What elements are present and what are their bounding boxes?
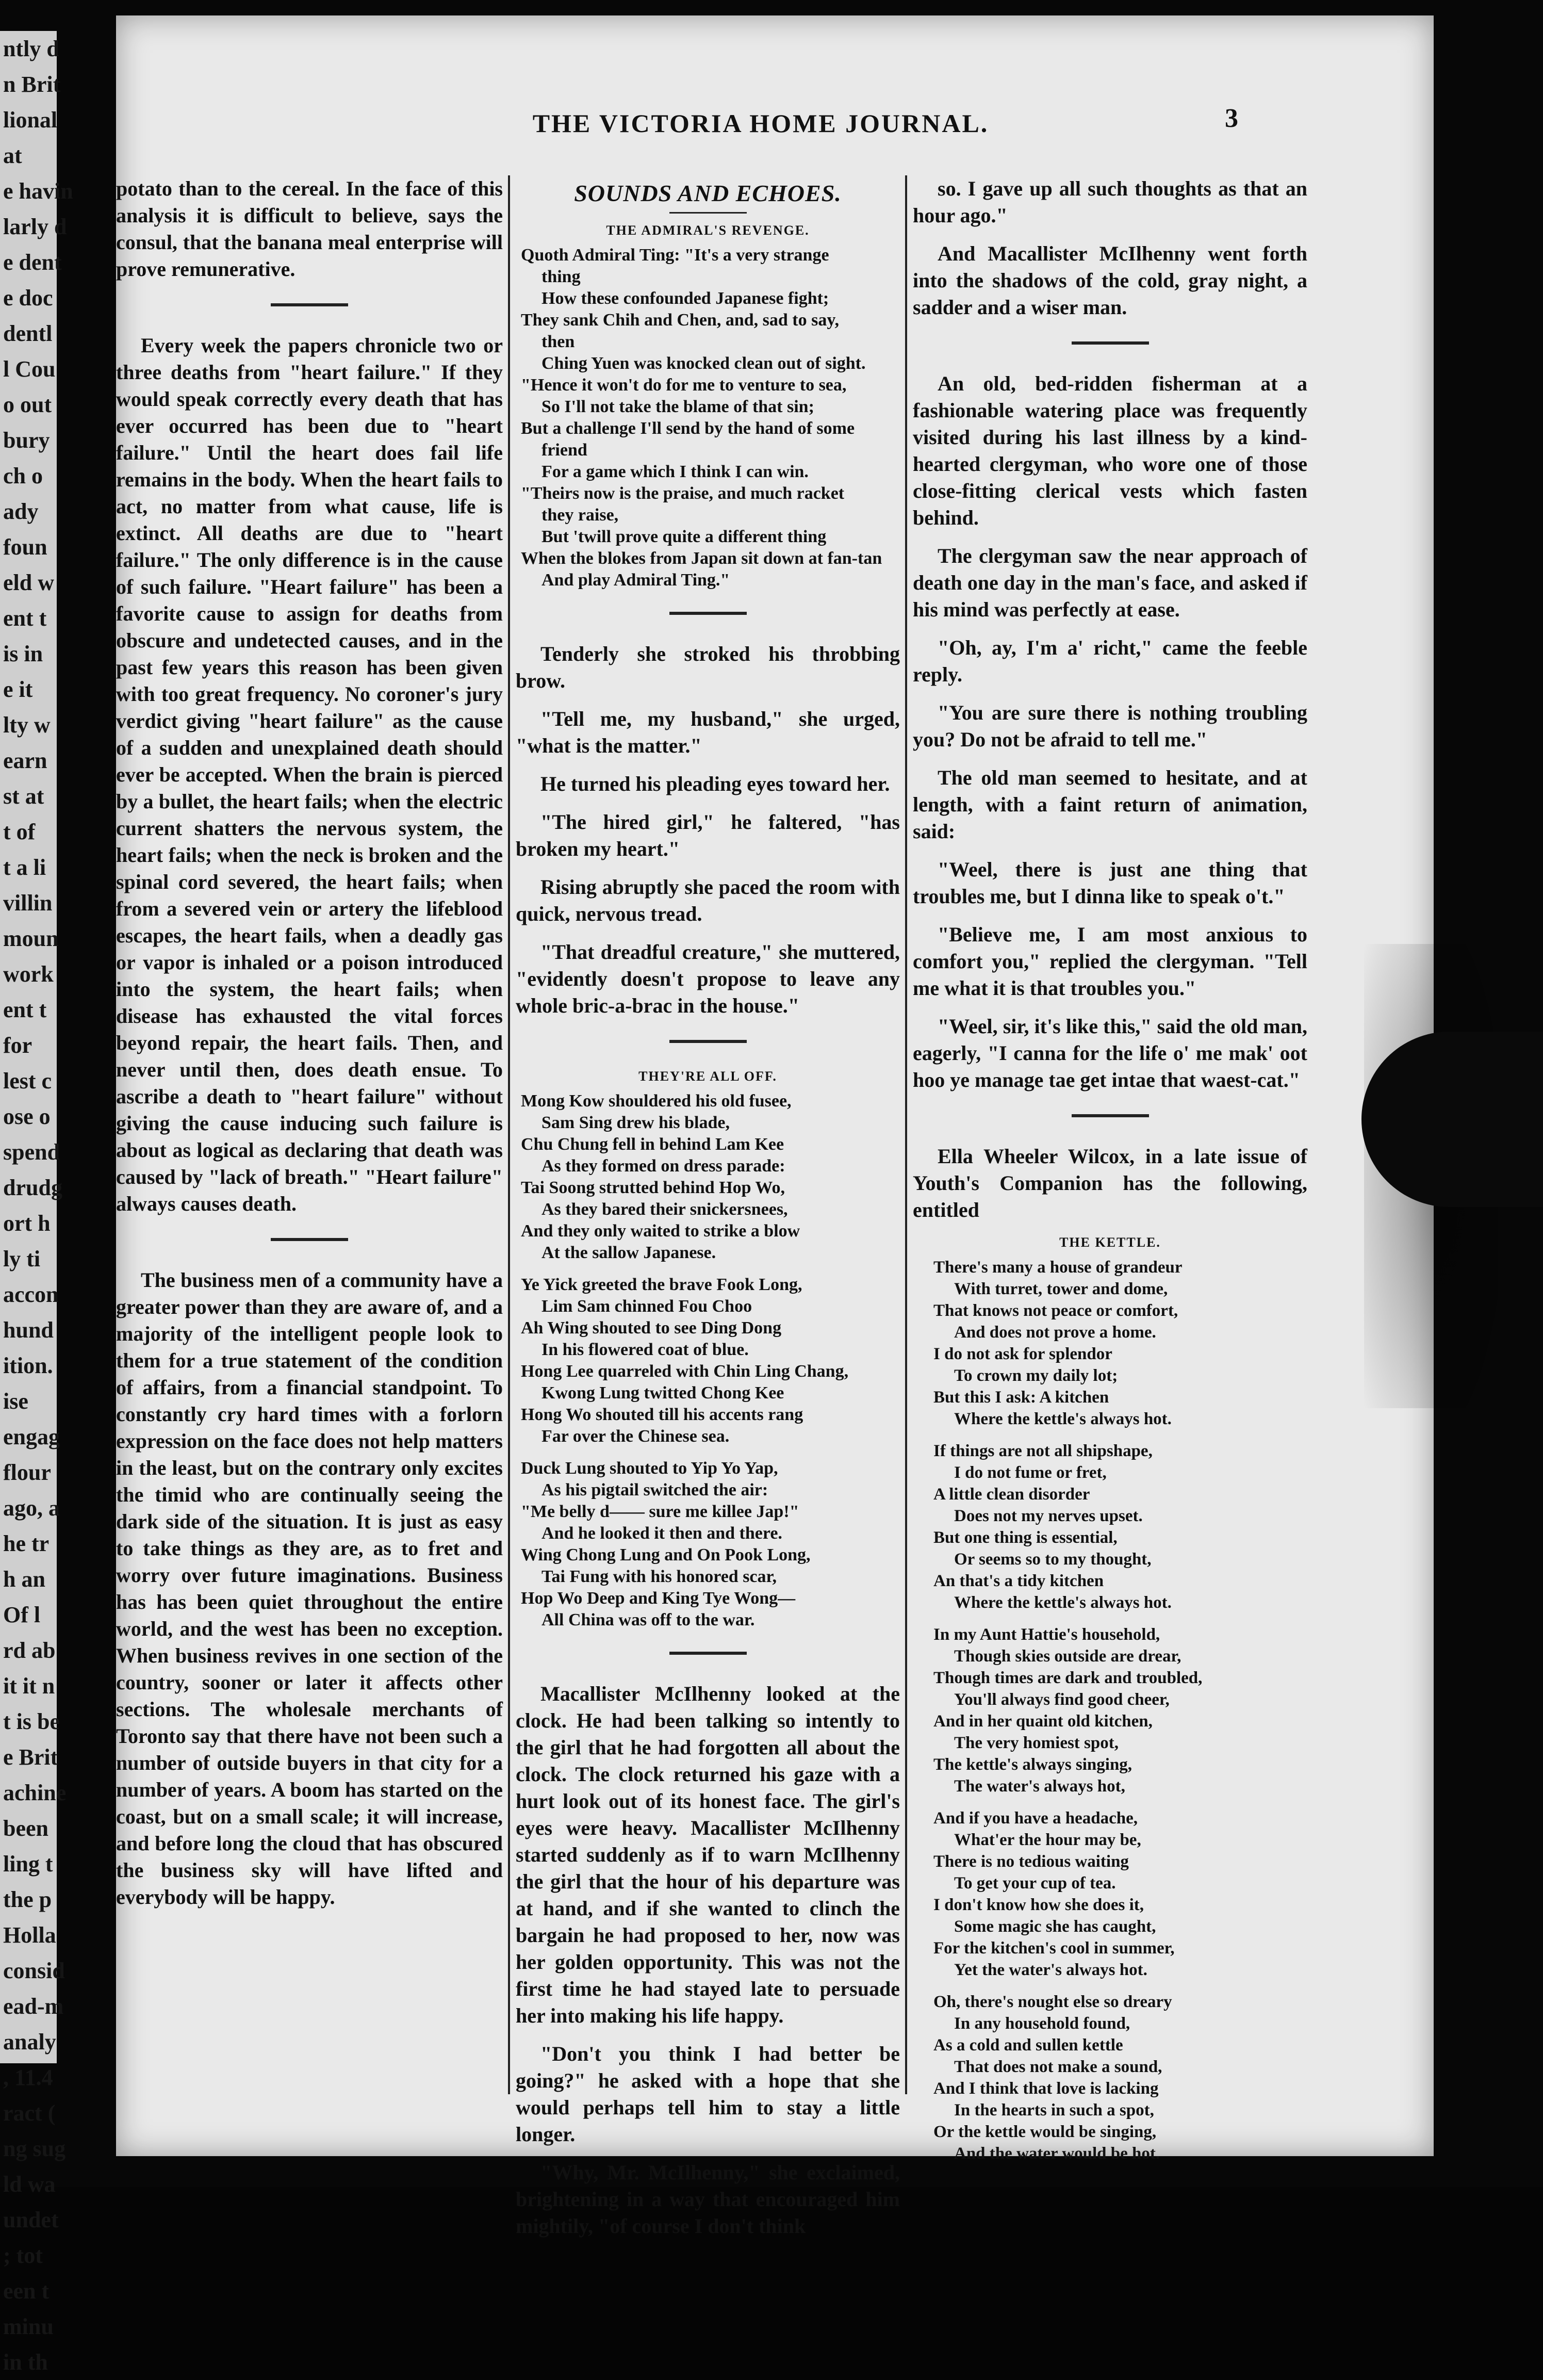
adjacent-page-fragment: rd ab — [3, 1638, 56, 1663]
paragraph: Tenderly she stroked his throbbing brow. — [516, 642, 900, 692]
poem-stanza — [913, 1440, 1307, 1613]
poem-line: And they only waited to strike a blow — [521, 1221, 800, 1241]
poem-line: Some magic she has caught, — [954, 1917, 1156, 1936]
column-rule-2 — [905, 175, 907, 2094]
paragraph: Macallister McIlhenny looked at the clock. He had been talking so intently to the girl that he had forgotten all about the clock. The clock returned his gaze with a hurt look out of its honest face. The girl's eyes were heavy. Macallister McIlhenny started suddenly as if to warn McIlhenny the girl that the hour of his departure was at hand, and if she wanted to clinch the bargain he had proposed to her, now was her golden opportunity. This was not the first time he had stayed late to persuade her into making his life happy. — [516, 1682, 900, 2027]
paragraph: And Macallister McIlhenny went forth into the shadows of the cold, gray night, a sadder and a wiser man. — [913, 242, 1307, 319]
poem-line: But this I ask: A kitchen — [933, 1388, 1109, 1407]
article-divider — [1072, 1114, 1149, 1117]
paragraph: "The hired girl," he faltered, "has broken my heart." — [516, 810, 900, 860]
poem-line: I do not fume or fret, — [954, 1463, 1107, 1482]
adjacent-page-fragment: ract ( — [3, 2100, 56, 2126]
poem-line: Hong Wo shouted till his accents rang — [521, 1405, 803, 1424]
poem-line: But one thing is essential, — [933, 1528, 1118, 1547]
poem-stanza — [913, 1807, 1307, 1981]
adjacent-page-fragment: undet — [3, 2207, 59, 2232]
poem-line: For a game which I think I can win. — [541, 462, 809, 481]
poem-line: So I'll not take the blame of that sin; — [541, 397, 814, 416]
poem-theyre-all-off — [516, 1090, 900, 1631]
paragraph: "Weel, sir, it's like this," said the old man, eagerly, "I canna for the life o' me mak' oot hoo ye manage tae get intae that waest-cat." — [913, 1015, 1307, 1091]
adjacent-page-fragment: drudg — [3, 1175, 62, 1200]
column-1 — [116, 175, 503, 2094]
article-fisherman — [913, 370, 1307, 1094]
paragraph: Rising abruptly she paced the room with quick, nervous tread. — [516, 875, 900, 925]
poem-line: "Hence it won't do for me to venture to sea, — [521, 376, 847, 395]
poem-line: Tai Soong strutted behind Hop Wo, — [521, 1178, 785, 1197]
section-title: SOUNDS AND ECHOES. — [516, 180, 900, 214]
adjacent-page-fragment: for — [3, 1033, 32, 1058]
poem-line: Where the kettle's always hot. — [954, 1410, 1172, 1428]
poem-line: I don't know how she does it, — [933, 1896, 1144, 1914]
poem-stanza — [516, 1274, 900, 1447]
adjacent-page-fragment: ise — [3, 1389, 28, 1414]
poem-stanza — [913, 1991, 1307, 2164]
adjacent-page-fragment: engag — [3, 1424, 60, 1449]
poem-line: But a challenge I'll send by the hand of some — [521, 419, 855, 438]
adjacent-page-fragment: Holla — [3, 1922, 56, 1948]
poem-line: Hong Lee quarreled with Chin Ling Chang, — [521, 1362, 849, 1381]
adjacent-page-fragment: hund — [3, 1317, 54, 1343]
poem-line: As his pigtail switched the air: — [541, 1480, 768, 1499]
paragraph: "Believe me, I am most anxious to comfort you," replied the clergyman. "Tell me what it is that troubles you." — [913, 923, 1307, 1000]
adjacent-page-fragment: Of l — [3, 1602, 41, 1627]
poem-line: "Me belly d—— sure me killee Jap!" — [521, 1502, 799, 1521]
adjacent-page-fragment: ent t — [3, 606, 47, 631]
adjacent-page-fragment: ling t — [3, 1851, 53, 1877]
poem-line: And in her quaint old kitchen, — [933, 1712, 1153, 1731]
adjacent-page-fragment: is in — [3, 641, 43, 666]
adjacent-page-fragment: ; tot — [3, 2243, 43, 2268]
poem-line: The water's always hot, — [954, 1777, 1125, 1796]
adjacent-page-fragment: o out — [3, 392, 52, 417]
paragraph: "Don't you think I had better be going?" he asked with a hope that she would perhaps tell him to stay a little longer. — [516, 2042, 900, 2146]
article-divider — [271, 1238, 348, 1241]
adjacent-page-fragment: n Brit — [3, 72, 61, 97]
adjacent-page-fragment: earn — [3, 748, 47, 773]
article-divider — [1072, 341, 1149, 345]
paragraph: "You are sure there is nothing troubling you? Do not be afraid to tell me." — [913, 701, 1307, 751]
paragraph: "Weel, there is just ane thing that troubles me, but I dinna like to speak o't." — [913, 858, 1307, 908]
poem-title: THEY'RE ALL OFF. — [638, 1069, 777, 1084]
adjacent-page-fragment: l Cou — [3, 356, 56, 382]
poem-line: To get your cup of tea. — [954, 1874, 1116, 1893]
paragraph: An old, bed-ridden fisherman at a fashionable watering place was frequently visited during his last illness by a kind-hearted clergyman, who wore one of those close-fitting clerical vests which fasten behind. — [913, 372, 1307, 529]
poem-line: Or the kettle would be singing, — [933, 2123, 1157, 2141]
article-divider — [669, 612, 747, 615]
adjacent-page-fragment: accon — [3, 1282, 59, 1307]
adjacent-page-fragment: e dent — [3, 250, 62, 275]
poem-line: And I think that love is lacking — [933, 2079, 1159, 2098]
poem-line: then — [541, 332, 575, 351]
adjacent-page-fragment: t is be — [3, 1709, 60, 1734]
poem-line: As a cold and sullen kettle — [933, 2036, 1123, 2055]
poem-line: Ching Yuen was knocked clean out of sight. — [541, 354, 866, 373]
poem-line: There's many a house of grandeur — [933, 1258, 1183, 1277]
poem-line: In any household found, — [954, 2014, 1130, 2033]
article-hired-girl — [516, 641, 900, 1019]
adjacent-page-fragment: dentl — [3, 321, 53, 346]
poem-line: How these confounded Japanese fight; — [541, 289, 829, 308]
adjacent-page-fragment: the p — [3, 1887, 52, 1912]
poem-line: Mong Kow shouldered his old fusee, — [521, 1091, 792, 1111]
page-number: 3 — [1225, 104, 1238, 133]
adjacent-page-fragment: achine — [3, 1780, 67, 1805]
adjacent-page-strip — [0, 31, 73, 2375]
poem-line: But 'twill prove quite a different thing — [541, 527, 827, 546]
paragraph: "Oh, ay, I'm a' richt," came the feeble reply. — [913, 636, 1307, 686]
adjacent-page-fragment: consid — [3, 1958, 65, 1983]
adjacent-page-fragment: foun — [3, 534, 47, 560]
poem-line: friend — [541, 441, 587, 460]
poem-line: When the blokes from Japan sit down at fan-tan — [521, 549, 882, 568]
poem-line: Chu Chung fell in behind Lam Kee — [521, 1135, 784, 1154]
poem-line: Wing Chong Lung and On Pook Long, — [521, 1545, 811, 1564]
adjacent-page-fragment: ng sug — [3, 2136, 66, 2161]
adjacent-page-fragment: ady — [3, 499, 39, 524]
poem-line: In his flowered coat of blue. — [541, 1340, 749, 1359]
poem-line: Lim Sam chinned Fou Choo — [541, 1297, 752, 1316]
article-heart-failure: Every week the papers chronicle two or three deaths from "heart failure." If they would speak correctly every death that has ever occurred has been due to "heart failure." Until the heart does fail life remains in the body. When the heart fails to act, no matter from what cause, life is extinct. All deaths are due to "heart failure." The only difference is in the cause of such failure. "Heart failure" has been a favorite cause to assign for deaths from obscure and undetected causes, and in the past few years this reason has been given with too great frequency. No coroner's jury verdict giving "heart failure" as the cause of a sudden and unexplained death should ever be accepted. When the brain is pierced by a bullet, the heart fails; when the electric current shatters the nervous system, the heart fails; when the neck is broken and the spinal cord severed, the heart fails; when from a severed vein or artery the lifeblood escapes, the heart fails, when a deadly gas or vapor is inhaled or a poison introduced into the system, the heart fails; when disease has exhausted the vital forces beyond repair, the heart fails. Then, and never until then, does death ensue. To ascribe a death to "heart failure" without giving the cause inducing such failure is about as logical as declaring that death was caused by "lack of breath." "Heart failure" always causes death. — [116, 334, 503, 1215]
poem-line: And does not prove a home. — [954, 1323, 1156, 1342]
poem-line: Tai Fung with his honored scar, — [541, 1567, 777, 1586]
adjacent-page-fragment: flour — [3, 1460, 51, 1485]
poem-line: Though skies outside are drear, — [954, 1647, 1181, 1666]
poem-line: "Theirs now is the praise, and much racket — [521, 484, 845, 503]
adjacent-page-fragment: lty w — [3, 712, 51, 738]
poem-stanza — [913, 1257, 1307, 1430]
adjacent-page-fragment: e it — [3, 677, 33, 702]
poem-line: Quoth Admiral Ting: "It's a very strange — [521, 246, 829, 265]
adjacent-page-fragment: st at — [3, 784, 44, 809]
poem-line: Yet the water's always hot. — [954, 1961, 1147, 1979]
adjacent-page-fragment: he tr — [3, 1531, 50, 1556]
poem-line: And play Admiral Ting." — [541, 570, 730, 590]
poem-stanza — [516, 1090, 900, 1264]
adjacent-page-fragment: it it n — [3, 1673, 55, 1699]
thumb-shadow — [1361, 1032, 1543, 1207]
poem-line: You'll always find good cheer, — [954, 1690, 1170, 1709]
poem-line: Oh, there's nought else so dreary — [933, 1993, 1172, 2011]
adjacent-page-fragment: een t — [3, 2278, 50, 2304]
paragraph: The old man seemed to hesitate, and at length, with a faint return of animation, said: — [913, 766, 1307, 843]
article-mcilhenny — [516, 1681, 900, 2240]
poem-title: THE KETTLE. — [1059, 1235, 1161, 1250]
adjacent-page-fragment: ent t — [3, 997, 47, 1022]
adjacent-page-fragment: ly ti — [3, 1246, 41, 1271]
adjacent-page-fragment: ose o — [3, 1104, 51, 1129]
paragraph: "That dreadful creature," she muttered, "evidently doesn't propose to leave any whole bric-a-brac in the house." — [516, 940, 900, 1017]
poem-line: Or seems so to my thought, — [954, 1550, 1152, 1569]
poem-line: In the hearts in such a spot, — [954, 2101, 1154, 2120]
adjacent-page-fragment: lest c — [3, 1068, 52, 1094]
article-banana-meal: potato than to the cereal. In the face of this analysis it is difficult to believe, says the consul, that the banana meal enterprise will prove remunerative. — [116, 177, 503, 281]
adjacent-page-fragment: ntly d — [3, 36, 59, 61]
poem-line: What'er the hour may be, — [954, 1831, 1141, 1849]
poem-line: they raise, — [541, 506, 619, 525]
adjacent-page-fragment: ld wa — [3, 2172, 56, 2197]
adjacent-page-fragment: ch o — [3, 463, 43, 488]
poem-line: A little clean disorder — [933, 1485, 1090, 1504]
poem-line: Ye Yick greeted the brave Fook Long, — [521, 1275, 802, 1294]
poem-line: Sam Sing drew his blade, — [541, 1113, 730, 1132]
adjacent-page-fragment: ition. — [3, 1353, 53, 1378]
adjacent-page-fragment: h an — [3, 1567, 45, 1592]
article-business-men: The business men of a community have a greater power than they are aware of, and a majority of the intelligent people look to them for a true statement of the condition of affairs, from a financial standpoint. To constantly cry hard times with a forlorn expression on the face does not help matters in the least, but on the contrary only excites the timid who are continually seeing the dark side of the situation. It is just as easy to take things as they are, as to fret and worry over future imaginations. Business has has been quiet throughout the entire world, and the west has been no exception. When business revives in one section of the country, sooner or later it affects other sections. The wholesale merchants of Toronto say that there have not been such a number of outside buyers in that city for a number of years. A boom has started on the coast, but on a small scale; it will increase, and before long the cloud that has obscured the business sky will have lifted and everybody will be happy. — [116, 1268, 503, 1909]
poem-line: An that's a tidy kitchen — [933, 1572, 1104, 1590]
adjacent-page-fragment: t of — [3, 819, 36, 844]
poem-line: They sank Chih and Chen, and, sad to say, — [521, 311, 839, 330]
article-divider — [271, 303, 348, 306]
adjacent-page-fragment: at — [3, 143, 22, 168]
poem-line: For the kitchen's cool in summer, — [933, 1939, 1175, 1958]
poem-stanza — [516, 1458, 900, 1631]
adjacent-page-fragment: lional — [3, 107, 58, 133]
poem-line: That knows not peace or comfort, — [933, 1301, 1178, 1320]
poem-line: Hop Wo Deep and King Tye Wong— — [521, 1589, 796, 1608]
adjacent-page-fragment: in th — [3, 2350, 48, 2375]
page-header — [116, 98, 1434, 144]
poem-line: And the water would be hot. — [954, 2144, 1160, 2163]
article-divider — [669, 1652, 747, 1655]
adjacent-page-fragment: moun — [3, 926, 59, 951]
adjacent-page-fragment: spend — [3, 1139, 60, 1165]
kettle-intro: Ella Wheeler Wilcox, in a late issue of Youth's Companion has the following, entitled — [913, 1145, 1307, 1221]
poem-line: The kettle's always singing, — [933, 1755, 1132, 1774]
poem-line: Ah Wing shouted to see Ding Dong — [521, 1318, 782, 1338]
poem-line: And he looked it then and there. — [541, 1524, 782, 1543]
poem-the-kettle — [913, 1257, 1307, 2164]
poem-line: In my Aunt Hattie's household, — [933, 1625, 1160, 1644]
poem-line: Though times are dark and troubled, — [933, 1669, 1203, 1687]
article-divider — [669, 1040, 747, 1043]
poem-line: That does not make a sound, — [954, 2058, 1162, 2076]
adjacent-page-fragment: larly d — [3, 214, 67, 239]
journal-title: THE VICTORIA HOME JOURNAL. — [532, 109, 989, 138]
adjacent-page-fragment: been — [3, 1816, 48, 1841]
poem-line: To crown my daily lot; — [954, 1366, 1118, 1385]
article-mcilhenny-continued — [913, 175, 1307, 321]
column-3 — [913, 175, 1307, 2163]
paragraph: He turned his pleading eyes toward her. — [540, 772, 890, 795]
poem-line: Far over the Chinese sea. — [541, 1427, 730, 1446]
adjacent-page-fragment: ort h — [3, 1211, 51, 1236]
adjacent-page-fragment: analy — [3, 2029, 56, 2055]
column-rule-1 — [508, 175, 510, 2094]
poem-line: There is no tedious waiting — [933, 1852, 1129, 1871]
adjacent-page-fragment: e Brit — [3, 1745, 58, 1770]
poem-line: With turret, tower and dome, — [954, 1280, 1168, 1298]
poem-line: I do not ask for splendor — [933, 1345, 1112, 1363]
adjacent-page-fragment: t a li — [3, 855, 46, 880]
paragraph: The clergyman saw the near approach of death one day in the man's face, and asked if his mind was perfectly at ease. — [913, 544, 1307, 621]
poem-line: Does not my nerves upset. — [954, 1507, 1143, 1525]
poem-line: And if you have a headache, — [933, 1809, 1138, 1828]
poem-line: Duck Lung shouted to Yip Yo Yap, — [521, 1459, 778, 1478]
adjacent-page-fragment: bury — [3, 428, 50, 453]
adjacent-page-fragment: eld w — [3, 570, 54, 595]
adjacent-page-fragment: , 11.4 — [3, 2065, 53, 2090]
poem-line: All China was off to the war. — [541, 1610, 755, 1629]
paragraph: "Tell me, my husband," she urged, "what is the matter." — [516, 707, 900, 757]
poem-admirals-revenge — [516, 244, 900, 591]
poem-line: Kwong Lung twitted Chong Kee — [541, 1383, 784, 1403]
adjacent-page-fragment: minu — [3, 2314, 54, 2339]
poem-line: As they formed on dress parade: — [541, 1156, 785, 1176]
poem-line: The very homiest spot, — [954, 1734, 1119, 1752]
poem-stanza — [913, 1624, 1307, 1797]
adjacent-page-fragment: e havin — [3, 178, 73, 204]
adjacent-page-fragment: villin — [3, 890, 53, 916]
poem-line: At the sallow Japanese. — [541, 1243, 716, 1262]
poem-line: thing — [541, 267, 581, 286]
poem-line: As they bared their snickersnees, — [541, 1200, 788, 1219]
poem-line: Where the kettle's always hot. — [954, 1593, 1172, 1612]
adjacent-page-fragment: work — [3, 961, 54, 987]
poem-line: If things are not all shipshape, — [933, 1442, 1153, 1460]
paragraph: so. I gave up all such thoughts as that an hour ago." — [913, 177, 1307, 227]
poem-title: THE ADMIRAL'S REVENGE. — [606, 223, 810, 238]
adjacent-page-fragment: e doc — [3, 285, 53, 311]
column-2 — [516, 175, 900, 2238]
adjacent-page-fragment: ead-m — [3, 1994, 64, 2019]
adjacent-page-fragment: ago, a — [3, 1495, 60, 1521]
paragraph: "Why, Mr. McIlhenny," she exclaimed, brightening in a way that encouraged him mightily, "of course I don't think — [516, 2161, 900, 2238]
newspaper-page — [116, 15, 1434, 2238]
